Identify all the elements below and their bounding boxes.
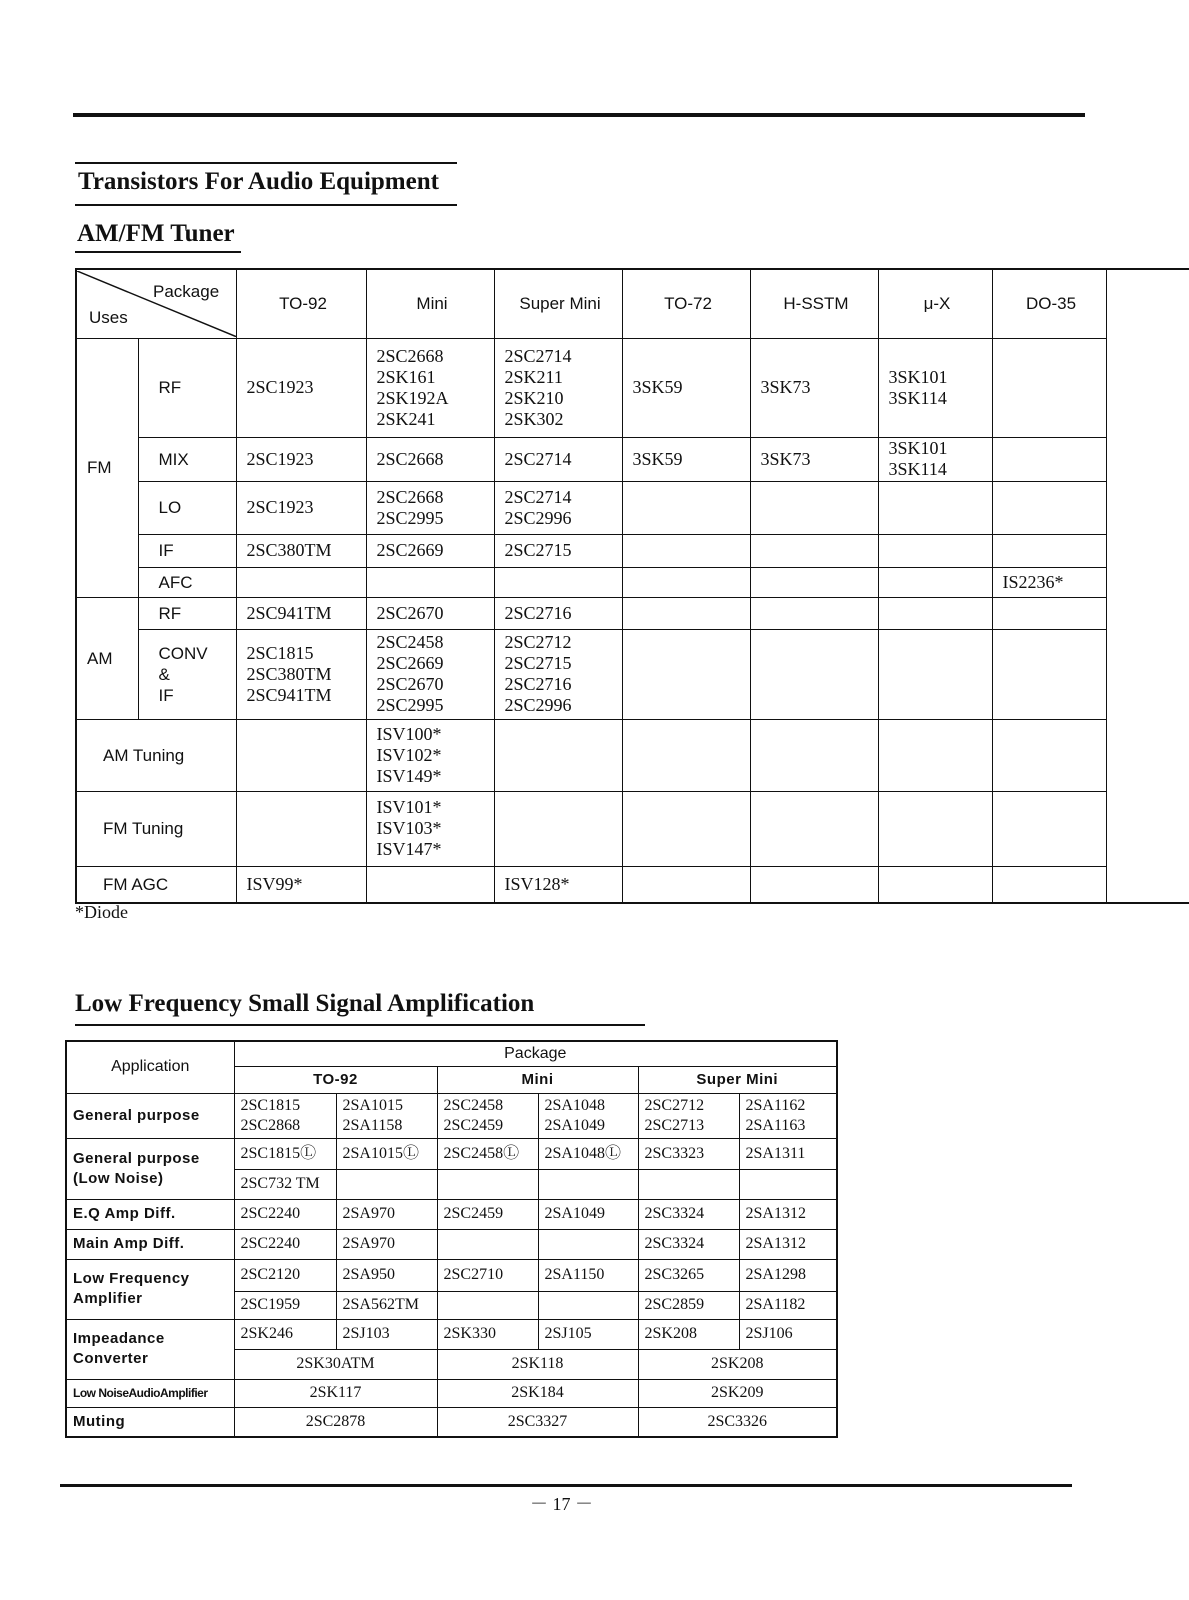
table-row [66, 1407, 837, 1437]
part-cell [878, 791, 992, 866]
part-cell: 2SA1312 [739, 1199, 837, 1229]
part-cell: 2SC2712 2SC2713 [638, 1093, 739, 1138]
part-cell [437, 1169, 538, 1199]
bottom-rule [60, 1484, 1072, 1487]
use-label: CONV & IF [138, 629, 236, 719]
part-cell: 3SK101 3SK114 [878, 437, 992, 481]
part-cell: 3SK73 [750, 338, 878, 437]
use-label: IF [138, 534, 236, 567]
part-cell [538, 1291, 638, 1319]
part-cell: 2SC3265 [638, 1259, 739, 1291]
part-cell: 2SA562TM [336, 1291, 437, 1319]
part-cell: 2SC2458 2SC2669 2SC2670 2SC2995 [366, 629, 494, 719]
part-cell: 2SK209 [638, 1379, 837, 1407]
part-cell [992, 338, 1106, 437]
part-cell [750, 534, 878, 567]
package-header: TO-92 [236, 269, 366, 338]
part-cell [236, 719, 366, 791]
part-cell: 3SK73 [750, 437, 878, 481]
use-label: MIX [138, 437, 236, 481]
part-cell: 2SA970 [336, 1199, 437, 1229]
part-cell: 2SA1311 [739, 1138, 837, 1169]
part-cell: 2SC2669 [366, 534, 494, 567]
part-cell [437, 1291, 538, 1319]
part-cell: 2SA970 [336, 1229, 437, 1259]
part-cell: 2SC380TM [236, 534, 366, 567]
part-cell: 2SC2878 [234, 1407, 437, 1437]
part-cell [992, 481, 1106, 534]
part-cell [750, 597, 878, 629]
part-cell: 2SC2240 [234, 1229, 336, 1259]
use-label: FM AGC [76, 866, 236, 903]
am-fm-tuner-table [75, 268, 1189, 904]
part-cell: 2SA1150 [538, 1259, 638, 1291]
part-cell [622, 866, 750, 903]
part-cell: ISV101* ISV103* ISV147* [366, 791, 494, 866]
application-label: Low Frequency Amplifier [66, 1259, 234, 1319]
title-rule-bottom [75, 204, 457, 206]
top-rule [73, 113, 1085, 117]
part-cell: 2SJ103 [336, 1319, 437, 1349]
part-cell [878, 597, 992, 629]
corner-header [76, 269, 236, 338]
part-cell [878, 481, 992, 534]
part-cell: 2SK246 [234, 1319, 336, 1349]
part-cell [992, 791, 1106, 866]
corner-uses-label: Uses [89, 307, 128, 327]
part-cell: 2SA1312 [739, 1229, 837, 1259]
part-cell: 2SA1298 [739, 1259, 837, 1291]
section-rule [75, 251, 241, 253]
use-label: LO [138, 481, 236, 534]
part-cell: 2SA1162 2SA1163 [739, 1093, 837, 1138]
part-cell [538, 1229, 638, 1259]
part-cell [336, 1169, 437, 1199]
part-cell: 2SA1049 [538, 1199, 638, 1229]
part-cell: 2SK208 [638, 1349, 837, 1379]
part-cell [878, 719, 992, 791]
part-cell: 2SC2859 [638, 1291, 739, 1319]
table-row [66, 1199, 837, 1229]
package-header: DO-35 [992, 269, 1106, 338]
table-row [66, 1379, 837, 1407]
table-row [66, 1093, 837, 1138]
part-cell: 2SC2714 2SC2996 [494, 481, 622, 534]
use-label: RF [138, 597, 236, 629]
part-cell: 2SK117 [234, 1379, 437, 1407]
application-label: General purpose [66, 1093, 234, 1138]
part-cell: 2SK118 [437, 1349, 638, 1379]
part-cell: 2SA1182 [739, 1291, 837, 1319]
part-cell [494, 791, 622, 866]
part-cell [992, 534, 1106, 567]
table-row [66, 1319, 837, 1349]
part-cell: 2SC1923 [236, 481, 366, 534]
table-row [76, 534, 1189, 567]
part-cell: 2SC2714 2SK211 2SK210 2SK302 [494, 338, 622, 437]
use-label: RF [138, 338, 236, 437]
part-cell: 2SC1959 [234, 1291, 336, 1319]
part-cell [622, 791, 750, 866]
table-row [66, 1138, 837, 1169]
part-cell: 2SC1923 [236, 437, 366, 481]
application-header: Application [66, 1041, 234, 1093]
section-title-am-fm: AM/FM Tuner [77, 220, 235, 247]
part-cell [878, 629, 992, 719]
part-cell [494, 719, 622, 791]
package-header: μ-X [878, 269, 992, 338]
part-cell [750, 567, 878, 597]
application-label: Impeadance Converter [66, 1319, 234, 1379]
diode-footnote: *Diode [75, 902, 128, 922]
package-header: Super Mini [494, 269, 622, 338]
part-cell: 2SK30ATM [234, 1349, 437, 1379]
part-cell [622, 481, 750, 534]
part-cell: 2SC1815 2SC2868 [234, 1093, 336, 1138]
table-row [66, 1259, 837, 1291]
part-cell [750, 719, 878, 791]
part-cell: 2SC2668 2SC2995 [366, 481, 494, 534]
part-cell [878, 567, 992, 597]
part-cell [622, 629, 750, 719]
part-cell [992, 437, 1106, 481]
part-cell [494, 567, 622, 597]
part-cell [750, 629, 878, 719]
part-cell: 2SJ105 [538, 1319, 638, 1349]
application-label: Low NoiseAudioAmplifier [66, 1379, 234, 1407]
part-cell: 3SK59 [622, 338, 750, 437]
table-row [76, 437, 1189, 481]
part-cell [992, 629, 1106, 719]
part-cell [622, 534, 750, 567]
part-cell: 2SC3324 [638, 1229, 739, 1259]
part-cell [366, 567, 494, 597]
part-cell [638, 1169, 739, 1199]
corner-package-label: Package [153, 281, 220, 301]
part-cell [437, 1229, 538, 1259]
package-type-header: Mini [437, 1066, 638, 1093]
table-row [76, 629, 1189, 719]
part-cell: 2SK184 [437, 1379, 638, 1407]
header-row [76, 269, 1189, 338]
part-cell [750, 481, 878, 534]
application-label: E.Q Amp Diff. [66, 1199, 234, 1229]
part-cell: 2SA1015Ⓛ [336, 1138, 437, 1169]
package-type-header: Super Mini [638, 1066, 837, 1093]
part-cell: 2SC1815Ⓛ [234, 1138, 336, 1169]
table-row [76, 791, 1189, 866]
part-cell [622, 567, 750, 597]
section-rule-2 [75, 1024, 645, 1026]
part-cell: 2SC732 TM [234, 1169, 336, 1199]
part-cell: 2SC1923 [236, 338, 366, 437]
part-cell [739, 1169, 837, 1199]
group-label-am: AM [76, 597, 138, 719]
part-cell: 2SC2458 2SC2459 [437, 1093, 538, 1138]
part-cell: 2SC2459 [437, 1199, 538, 1229]
part-cell [236, 567, 366, 597]
part-cell: ISV99* [236, 866, 366, 903]
part-cell [992, 866, 1106, 903]
part-cell: 2SC2120 [234, 1259, 336, 1291]
part-cell: ISV128* [494, 866, 622, 903]
page-number: － 17 － [530, 1494, 593, 1514]
part-cell: 2SC2715 [494, 534, 622, 567]
part-cell: 2SA950 [336, 1259, 437, 1291]
low-frequency-table [65, 1040, 838, 1438]
part-cell: 2SC2668 [366, 437, 494, 481]
application-label: Main Amp Diff. [66, 1229, 234, 1259]
package-header: Mini [366, 269, 494, 338]
part-cell [622, 719, 750, 791]
part-cell: 2SC2670 [366, 597, 494, 629]
table-row [76, 719, 1189, 791]
page-title: Transistors For Audio Equipment [78, 168, 439, 195]
part-cell: IS2236* [992, 567, 1106, 597]
part-cell: 2SK330 [437, 1319, 538, 1349]
part-cell [992, 719, 1106, 791]
use-label: AFC [138, 567, 236, 597]
part-cell [366, 866, 494, 903]
part-cell: 2SC2712 2SC2715 2SC2716 2SC2996 [494, 629, 622, 719]
part-cell: 2SC941TM [236, 597, 366, 629]
table-row [76, 866, 1189, 903]
table-row [66, 1229, 837, 1259]
use-label: AM Tuning [76, 719, 236, 791]
application-label: Muting [66, 1407, 234, 1437]
part-cell [750, 866, 878, 903]
part-cell: 2SA1048Ⓛ [538, 1138, 638, 1169]
part-cell [878, 534, 992, 567]
header-row [66, 1041, 837, 1066]
section-title-low-frequency: Low Frequency Small Signal Amplification [75, 990, 535, 1017]
part-cell [622, 597, 750, 629]
part-cell: 2SC2458Ⓛ [437, 1138, 538, 1169]
part-cell: 2SJ106 [739, 1319, 837, 1349]
part-cell: 2SC3324 [638, 1199, 739, 1229]
part-cell [878, 866, 992, 903]
part-cell: 2SK208 [638, 1319, 739, 1349]
part-cell [538, 1169, 638, 1199]
part-cell: 2SA1048 2SA1049 [538, 1093, 638, 1138]
table-row [76, 481, 1189, 534]
part-cell: 2SC2714 [494, 437, 622, 481]
table-row [76, 567, 1189, 597]
part-cell: 2SC3327 [437, 1407, 638, 1437]
part-cell [992, 597, 1106, 629]
package-header: Package [234, 1041, 837, 1066]
part-cell: ISV100* ISV102* ISV149* [366, 719, 494, 791]
title-rule-top [75, 162, 457, 164]
part-cell: 3SK101 3SK114 [878, 338, 992, 437]
group-label-fm: FM [76, 338, 138, 597]
part-cell: 2SC2668 2SK161 2SK192A 2SK241 [366, 338, 494, 437]
application-label: General purpose (Low Noise) [66, 1138, 234, 1199]
part-cell: 2SC3323 [638, 1138, 739, 1169]
part-cell: 2SC3326 [638, 1407, 837, 1437]
part-cell [750, 791, 878, 866]
part-cell: 2SC2240 [234, 1199, 336, 1229]
part-cell: 2SA1015 2SA1158 [336, 1093, 437, 1138]
package-header: H-SSTM [750, 269, 878, 338]
table-row [76, 597, 1189, 629]
package-header: TO-72 [622, 269, 750, 338]
table-row [76, 338, 1189, 437]
part-cell [236, 791, 366, 866]
part-cell: 2SC1815 2SC380TM 2SC941TM [236, 629, 366, 719]
package-type-header: TO-92 [234, 1066, 437, 1093]
part-cell: 3SK59 [622, 437, 750, 481]
use-label: FM Tuning [76, 791, 236, 866]
part-cell: 2SC2716 [494, 597, 622, 629]
part-cell: 2SC2710 [437, 1259, 538, 1291]
